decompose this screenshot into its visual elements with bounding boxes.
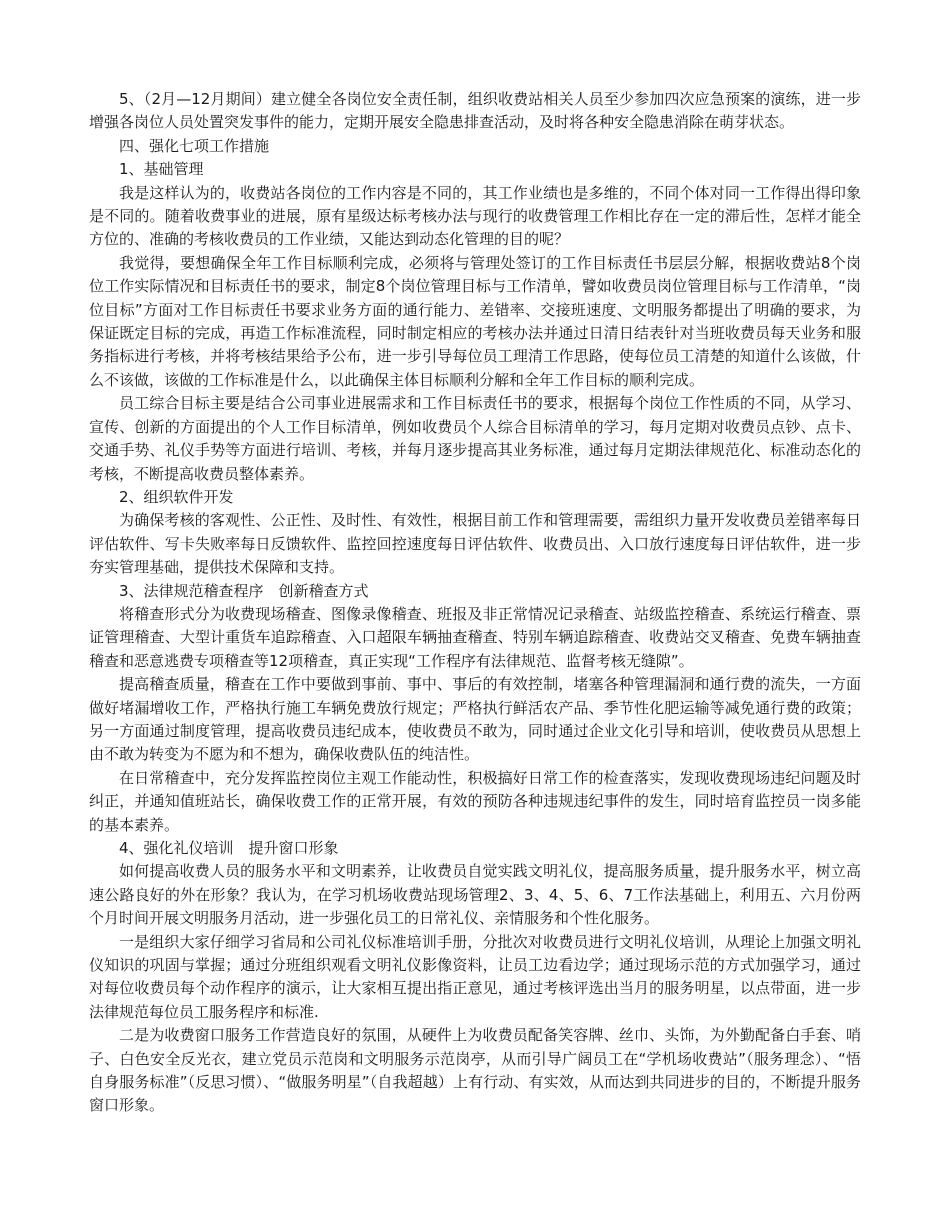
paragraph-assessment-question: 我是这样认为的，收费站各岗位的工作内容是不同的，其工作业绩也是多维的，不同个体对同一工作得出得印象是不同的。随着收费事业的进展，原有星级达标考核办法与现行的收费管理工作相比存在一定的滞后性，怎样才能全方位的、准确的考核收费员的工作业绩，又能达到动态化管理的目的呢？: [89, 183, 861, 249]
paragraph-safety-responsibility: 5、（2月—12月期间）建立健全各岗位安全责任制，组织收费站相关人员至少参加四次应急预案的演练，进一步增强各岗位人员处置突发事件的能力，定期开展安全隐患排查活动，及时将各种安全隐患消除在萌芽状态。: [89, 90, 861, 132]
paragraph-daily-inspection: 在日常稽查中，充分发挥监控岗位主观工作能动性，积极搞好日常工作的检查落实，发现收费现场违纪问题及时纠正，并通知值班站长，确保收费工作的正常开展，有效的预防各种违规违纪事件的发生，同时培育监控员一岗多能的基本素养。: [89, 768, 861, 834]
paragraph-software-development: 为确保考核的客观性、公正性、及时性、有效性，根据目前工作和管理需要，需组织力量开发收费员差错率每日评估软件、写卡失败率每日反馈软件、监控回控速度每日评估软件、收费员出、入口放行速度每日评估软件，进一步夯实管理基础，提供技术保障和支持。: [89, 511, 861, 577]
heading-software-development: 2、组织软件开发: [119, 487, 234, 506]
paragraph-window-atmosphere: 二是为收费窗口服务工作营造良好的氛围，从硬件上为收费员配备笑容牌、丝巾、头饰，为外勤配备白手套、哨子、白色安全反光衣，建立党员示范岗和文明服务示范岗亭，从而引导广阔员工在“学机场收费站”（服务理念）、“悟自身服务标准”（反思习惯）、“做服务明星”（自我超越）上有行动、有实效，从而达到共同进步的目的，不断提升服务窗口形象。: [89, 1026, 861, 1115]
heading-basic-management: 1、基础管理: [119, 160, 204, 179]
paragraph-etiquette-study: 一是组织大家仔细学习省局和公司礼仪标准培训手册，分批次对收费员进行文明礼仪培训，从理论上加强文明礼仪知识的巩固与掌握；通过分班组织观看文明礼仪影像资料，让员工边看边学；通过现场示范的方式加强学习，通过对每位收费员每个动作程序的演示，让大家相互提出指正意见，通过考核评选出当月的服务明星，以点带面，进一步法律规范每位员工服务程序和标准.: [89, 932, 861, 1021]
paragraph-target-decomposition: 我觉得，要想确保全年工作目标顺利完成，必须将与管理处签订的工作目标责任书层层分解，根据收费站8个岗位工作实际情况和目标责任书的要求，制定8个岗位管理目标与工作清单，譬如收费员岗位管理目标与工作清单，“岗位目标”方面对工作目标责任书要求业务方面的通行能力、差错率、交接班速度、文明服务都提出了明确的要求，为保证既定目标的完成，再造工作标准流程，同时制定相应的考核办法并通过日清日结表针对当班收费员每天业务和服务指标进行考核，并将考核结果给予公布，进一步引导每位员工理清工作思路，使每位员工清楚的知道什么该做，什么不该做，该做的工作标准是什么，以此确保主体目标顺利分解和全年工作目标的顺利完成。: [89, 253, 861, 389]
paragraph-inspection-forms: 将稽查形式分为收费现场稽查、图像录像稽查、班报及非正常情况记录稽查、站级监控稽查、系统运行稽查、票证管理稽查、大型计重货车追踪稽查、入口超限车辆抽查稽查、特别车辆追踪稽查、收费站交叉稽查、免费车辆抽查稽查和恶意逃费专项稽查等12项稽查，真正实现“工作程序有法律规范、监督考核无缝隙”。: [89, 604, 861, 670]
paragraph-employee-goals: 员工综合目标主要是结合公司事业进展需求和工作目标责任书的要求，根据每个岗位工作性质的不同，从学习、宣传、创新的方面提出的个人工作目标清单，例如收费员个人综合目标清单的学习，每月定期对收费员点钞、点卡、交通手势、礼仪手势等方面进行培训、考核，并每月逐步提高其业务标准，通过每月定期法律规范化、标准动态化的考核，不断提高收费员整体素养。: [89, 394, 861, 483]
paragraph-service-level: 如何提高收费人员的服务水平和文明素养，让收费员自觉实践文明礼仪，提高服务质量，提升服务水平，树立高速公路良好的外在形象？我认为，在学习机场收费站现场管理2、3、4、5、6、7工作法基础上，利用五、六月份两个月时间开展文明服务月活动，进一步强化员工的日常礼仪、亲情服务和个性化服务。: [89, 862, 861, 928]
heading-inspection-procedure: 3、法律规范稽查程序 创新稽查方式: [119, 581, 369, 600]
heading-etiquette-training: 4、强化礼仪培训 提升窗口形象: [119, 839, 339, 857]
paragraph-inspection-quality: 提高稽查质量，稽查在工作中要做到事前、事中、事后的有效控制，堵塞各种管理漏洞和通行费的流失，一方面做好堵漏增收工作，严格执行施工车辆免费放行规定；严格执行鲜活农产品、季节性化肥运输等减免通行费的政策；另一方面通过制度管理，提高收费员违纪成本，使收费员不敢为，同时通过企业文化引导和培训，使收费员从思想上由不敢为转变为不愿为和不想为，确保收费队伍的纯洁性。: [89, 675, 861, 764]
document-page: [89, 88, 861, 1118]
heading-seven-measures: 四、强化七项工作措施: [119, 136, 270, 155]
